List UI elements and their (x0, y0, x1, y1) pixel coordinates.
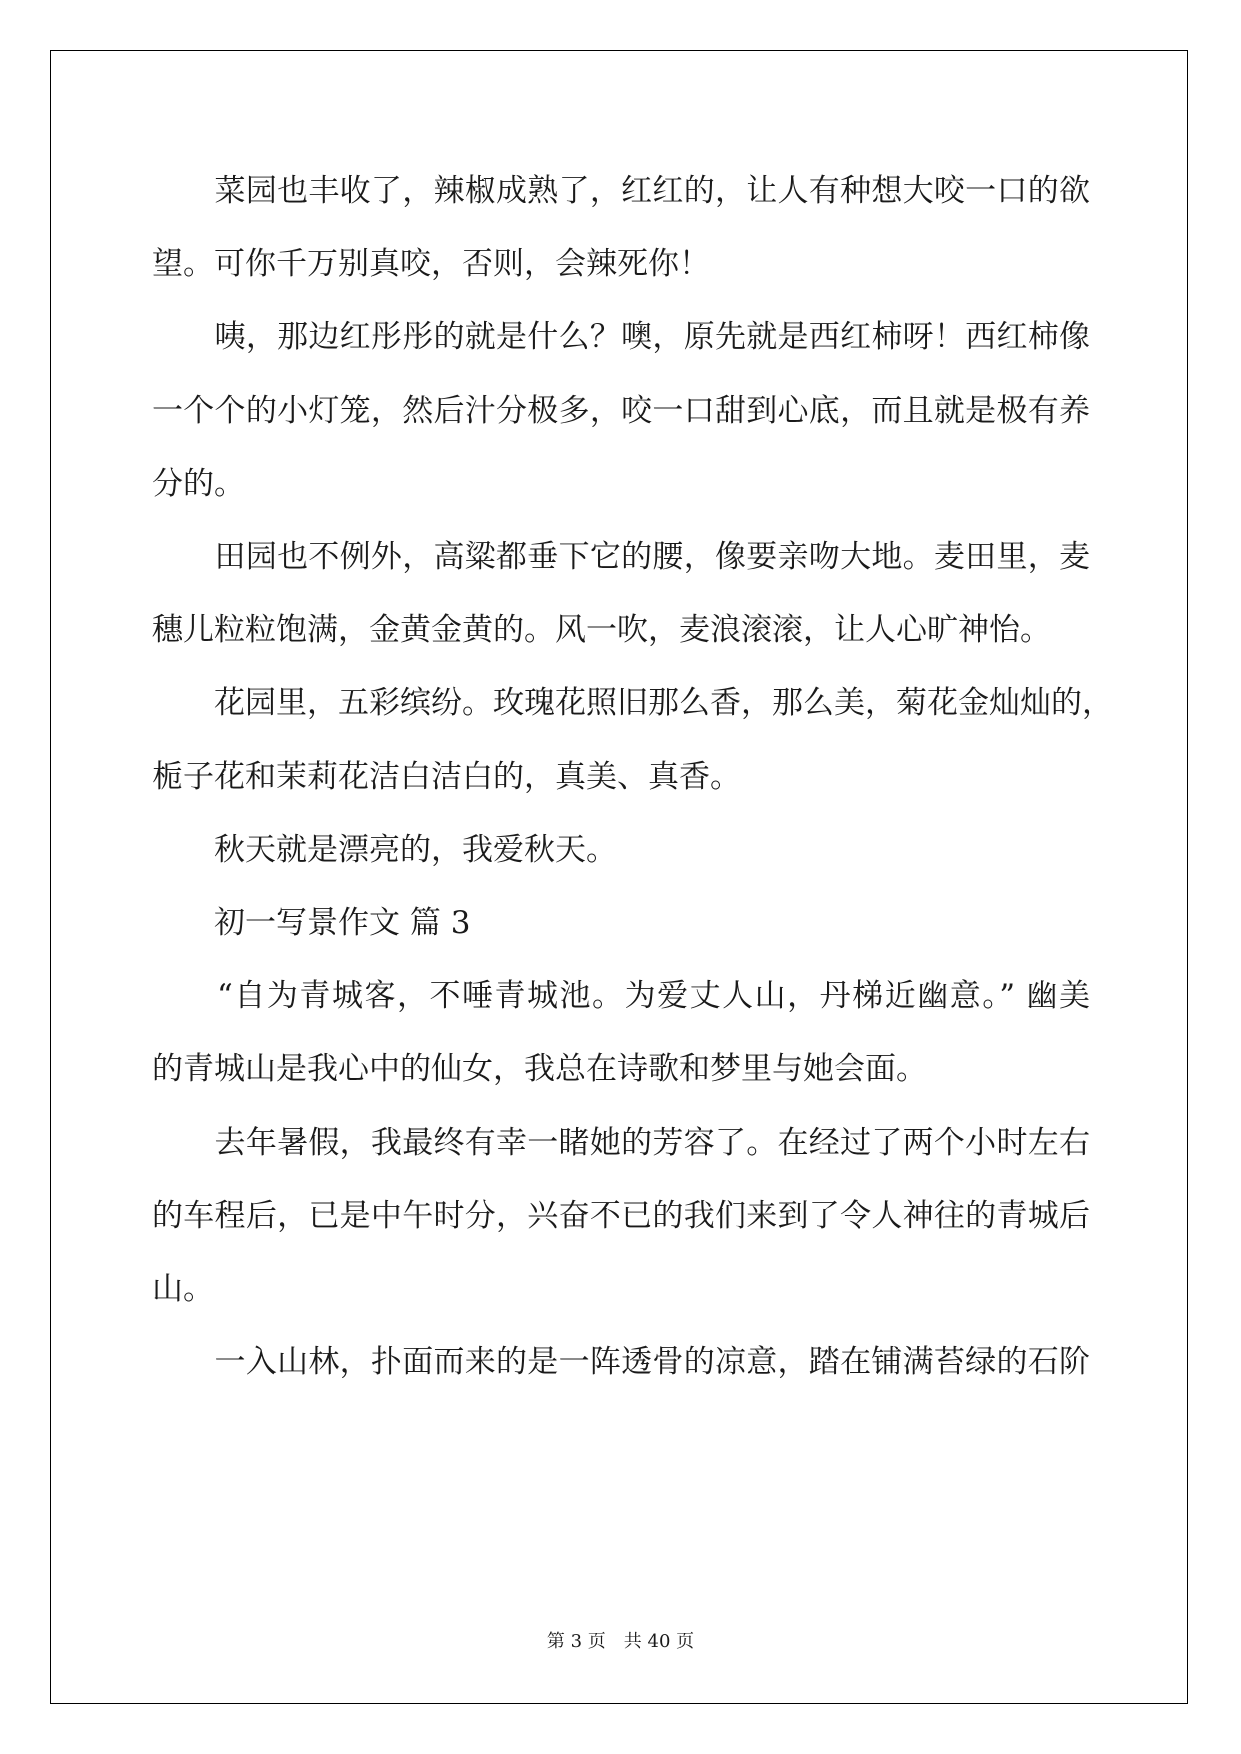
text-line: 的车程后，已是中午时分，兴奋不已的我们来到了令人神往的青城后 (152, 1198, 1090, 1234)
text-line: 分的。 (152, 466, 245, 502)
text-line: 去年暑假，我最终有幸一睹她的芳容了。在经过了两个小时左右 (152, 1125, 1090, 1161)
section-heading: 初一写景作文 篇 3 (152, 905, 471, 941)
text-line: 秋天就是漂亮的，我爱秋天。 (152, 832, 617, 868)
text-line: “自为青城客，不唾青城池。为爱丈人山，丹梯近幽意。” 幽美 (152, 978, 1090, 1014)
text-line: 山。 (152, 1271, 214, 1307)
text-line: 菜园也丰收了，辣椒成熟了，红红的，让人有种想大咬一口的欲 (152, 173, 1090, 209)
text-line: 咦，那边红彤彤的就是什么？噢，原先就是西红柿呀！西红柿像 (152, 319, 1090, 355)
text-line: 花园里，五彩缤纷。玫瑰花照旧那么香，那么美，菊花金灿灿的， (152, 685, 1113, 721)
page-number: 第 3 页 共 40 页 (546, 1631, 695, 1652)
page-border (50, 50, 1188, 1704)
text-line: 的青城山是我心中的仙女，我总在诗歌和梦里与她会面。 (152, 1051, 927, 1087)
text-line: 田园也不例外，高粱都垂下它的腰，像要亲吻大地。麦田里，麦 (152, 539, 1090, 575)
text-line: 一个个的小灯笼，然后汁分极多，咬一口甜到心底，而且就是极有养 (152, 393, 1090, 429)
text-line: 一入山林，扑面而来的是一阵透骨的凉意，踏在铺满苔绿的石阶 (152, 1344, 1090, 1380)
text-line: 栀子花和茉莉花洁白洁白的，真美、真香。 (152, 759, 741, 795)
text-line: 望。可你千万别真咬，否则，会辣死你！ (152, 246, 710, 282)
text-line: 穗儿粒粒饱满，金黄金黄的。风一吹，麦浪滚滚，让人心旷神怡。 (152, 612, 1051, 648)
